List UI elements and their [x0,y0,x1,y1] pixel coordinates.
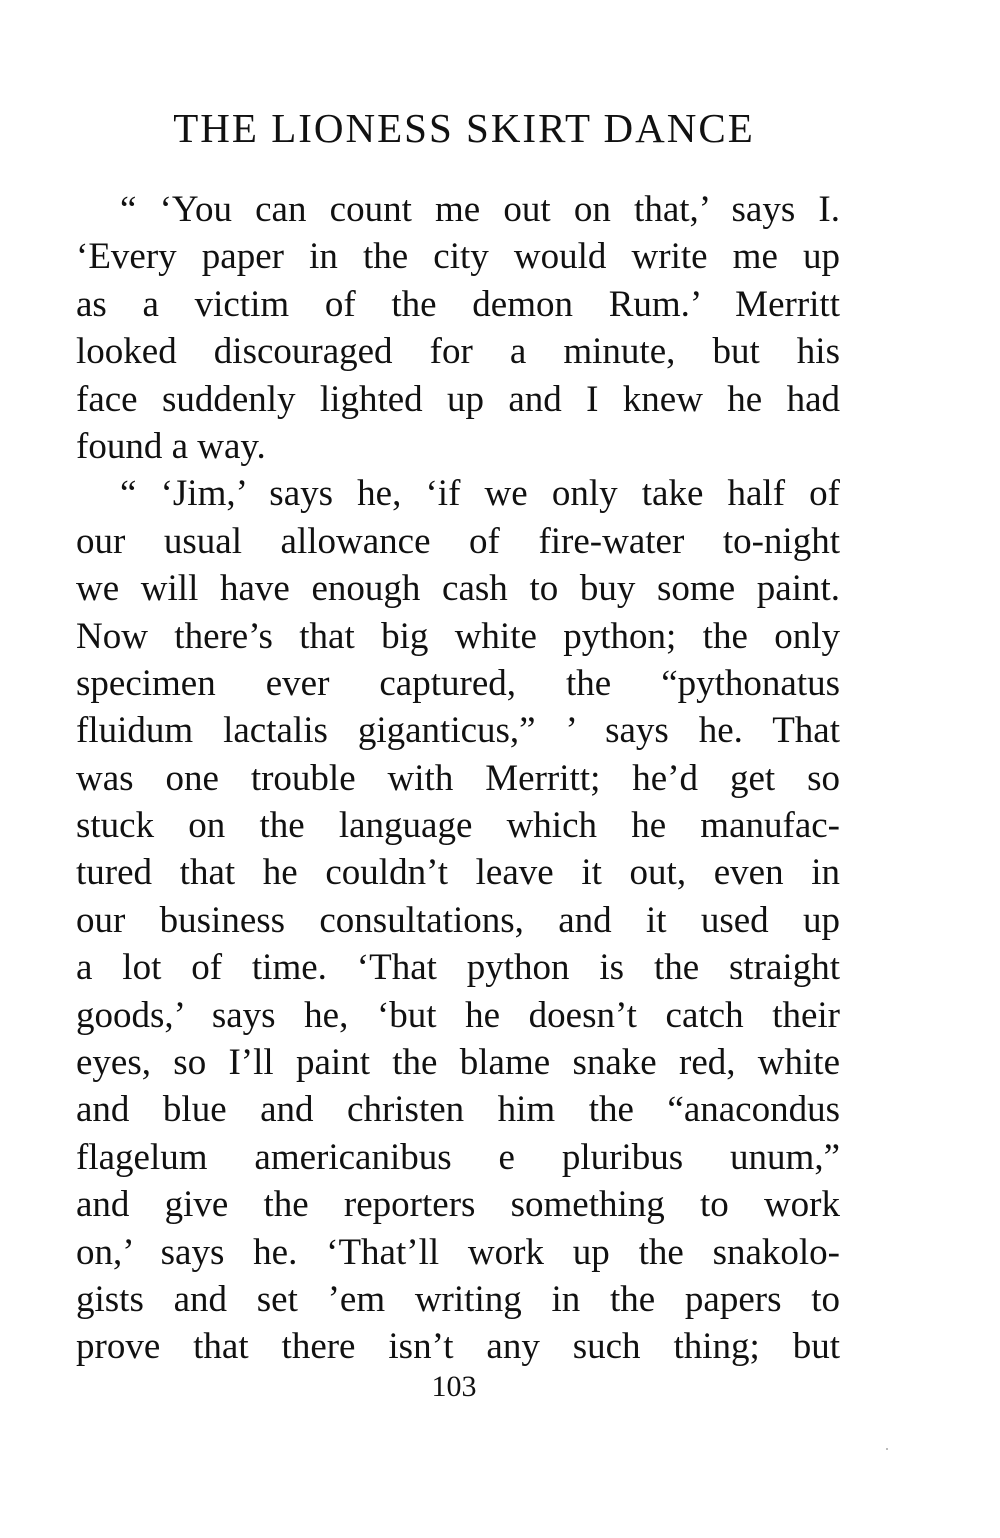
text-line: looked discouraged for a minute, but his [76,331,840,373]
text-line: face suddenly lighted up and I knew he had [76,378,840,420]
text-line: “ ‘You can count me out on that,’ says I. [120,189,840,230]
text-line: flagelum americanibus e pluribus unum,” [76,1136,840,1178]
text-line: eyes, so I’ll paint the blame snake red, white [76,1042,840,1084]
text-line: specimen ever captured, the “pythonatus [76,662,840,704]
text-line: goods,’ says he, ‘but he doesn’t catch their [76,994,840,1036]
scan-speck [886,1448,888,1450]
text-line: stuck on the language which he manufac- [76,805,840,847]
text-line: fluidum lactalis giganticus,” ’ says he. That [76,710,840,752]
text-line: on,’ says he. ‘That’ll work up the snakolo- [76,1231,840,1273]
text-line: our usual allowance of fire-water to-night [76,520,840,562]
page-number: 103 [431,1370,477,1403]
text-line: our business consultations, and it used up [76,899,840,941]
text-line: and blue and christen him the “anacondus [76,1089,840,1131]
running-head: THE LIONESS SKIRT DANCE [173,105,755,151]
text-line: Now there’s that big white python; the only [76,615,840,657]
text-line: was one trouble with Merritt; he’d get so [76,757,840,799]
text-line: as a victim of the demon Rum.’ Merritt [76,283,840,325]
text-line: “ ‘Jim,’ says he, ‘if we only take half of [120,473,840,515]
text-line: tured that he couldn’t leave it out, even in [76,852,840,894]
text-line: found a way. [76,425,266,467]
text-line: gists and set ’em writing in the papers to [76,1278,840,1320]
text-line: a lot of time. ‘That python is the straight [76,947,840,989]
text-line: we will have enough cash to buy some paint. [76,568,840,610]
text-line: prove that there isn’t any such thing; but [76,1326,840,1368]
text-line: and give the reporters something to work [76,1184,840,1226]
text-line: ‘Every paper in the city would write me up [76,236,840,278]
body-text [76,186,840,1371]
